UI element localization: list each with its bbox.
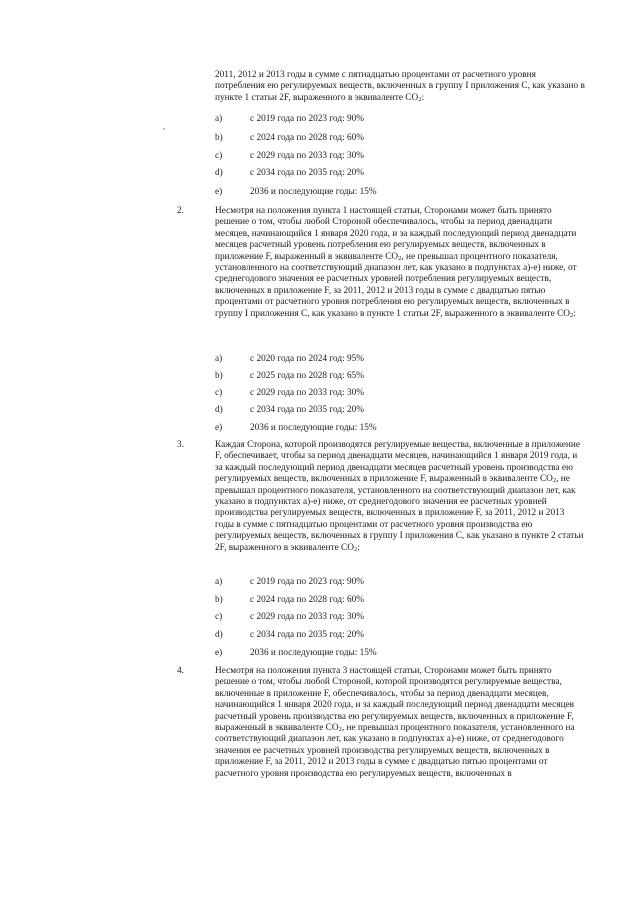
item-text: с 2019 года по 2023 год: 90% xyxy=(250,114,365,124)
item-text: с 2029 года по 2033 год: 30% xyxy=(250,388,365,398)
item-letter: c) xyxy=(215,612,223,622)
item-letter: e) xyxy=(215,187,223,197)
item-letter: b) xyxy=(215,371,223,381)
list3-item xyxy=(215,648,575,660)
p2-text-c: : xyxy=(573,308,576,319)
p3-text-a: Каждая Сторона, которой производятся регулируемые вещества, включенные в приложение F, обеспечивает, чтобы за период двенадцати месяцев, начинающийся 1 января 2019 года, и за каждый последующий период двенадцати месяцев расчетный уровень производства ею регулируемых веществ, включенных в приложение F, выраженный в эквиваленте CO xyxy=(215,440,580,485)
list3-item xyxy=(215,612,575,624)
item-letter: a) xyxy=(215,354,223,364)
item-letter: d) xyxy=(215,630,223,640)
list3-item xyxy=(215,595,575,607)
intro-paragraph xyxy=(215,70,585,104)
list1-item xyxy=(215,133,575,145)
item-letter: e) xyxy=(215,423,223,433)
item-text: с 2034 года по 2035 год: 20% xyxy=(250,168,365,178)
paragraph-3 xyxy=(215,440,585,554)
item-text: с 2034 года по 2035 год: 20% xyxy=(250,630,365,640)
item-letter: c) xyxy=(215,151,223,161)
item-text: 2036 и последующие годы: 15% xyxy=(250,187,377,197)
item-text: с 2034 года по 2035 год: 20% xyxy=(250,405,365,415)
item-letter: d) xyxy=(215,168,223,178)
p3-text-b: , не превышал процентного показателя, установленного на соответствующий диапазон лет, как указано в подпунктах a)-e) ниже, от среднегодового значения ее расчетных уровней производства регулируемых веществ, включенных в приложение F, за 2011, 2012 и 2013 годы в сумме с пятнадцатью процентами от расчетного уровня производства ею регулируемых веществ, включенных в группу I приложения C, как указано в пункте 2 статьи 2F, выраженного в эквиваленте CO xyxy=(215,474,584,553)
paragraph-4 xyxy=(215,666,585,780)
p2-subscript-b: 2 xyxy=(569,311,574,319)
item-text: с 2029 года по 2033 год: 30% xyxy=(250,612,365,622)
p2-text-a: Несмотря на положения пункта 1 настоящей статьи, Сторонами может быть принято решение о том, чтобы любой Стороной обеспечивалось, чтобы за период двенадцати месяцев, начинающийся 1 января 2020 года, и за каждый последующий период двенадцати месяцев расчетный уровень потребления ею регулируемых веществ, включенных в приложение F, выраженный в эквиваленте CO xyxy=(215,206,577,262)
list1-item xyxy=(215,168,575,180)
list2-item xyxy=(215,405,575,417)
item-letter: e) xyxy=(215,648,223,658)
item-letter: d) xyxy=(215,405,223,415)
p2-subscript-a: 2 xyxy=(398,254,402,262)
item-text: с 2024 года по 2028 год: 60% xyxy=(250,595,365,605)
p2-text-b: , не превышал процентного показателя, установленного на соответствующий диапазон лет, как указано в подпунктах a)-e) ниже, от среднегодового значения ее расчетных уровней потребления регулируемых веществ, включенных в приложение F, за 2011, 2012 и 2013 годы в сумме с двадцатью пятью процентами от расчетного уровня потребления ею регулируемых веществ, включенных в группу I приложения C, как указано в пункте 1 статьи 2F, выраженного в эквиваленте CO xyxy=(215,251,577,319)
item-text: с 2019 года по 2023 год: 90% xyxy=(250,577,365,587)
item-text: 2036 и последующие годы: 15% xyxy=(250,648,377,658)
p4-text-a: Несмотря на положения пункта 3 настоящей статьи, Сторонами может быть принято решение о том, чтобы любой Стороной, которой производятся регулируемые вещества, включенные в приложение F, обеспечивалось, чтобы за период двенадцати месяцев, начинающийся 1 января 2020 года, и за каждый последующий период двенадцати месяцев расчетный уровень производства ею регулируемых веществ, включенных в приложение F, выраженный в эквиваленте CO xyxy=(215,666,575,734)
item-letter: a) xyxy=(215,577,223,587)
list1-item xyxy=(215,151,575,163)
item-text: с 2029 года по 2033 год: 30% xyxy=(250,151,365,161)
item-letter: b) xyxy=(215,133,223,143)
item-text: с 2020 года по 2024 год: 95% xyxy=(250,354,365,364)
intro-text: 2011, 2012 и 2013 годы в сумме с пятнадцатью процентами от расчетного уровня потребления ею регулируемых веществ, включенных в группу I приложения C, как указано в пункте 1 статьи 2F, выраженного в эквиваленте CO xyxy=(215,70,585,103)
item-text: с 2024 года по 2028 год: 60% xyxy=(250,133,365,143)
list2-item xyxy=(215,423,575,435)
list2-item xyxy=(215,371,575,383)
item-letter: a) xyxy=(215,114,223,124)
item-letter: c) xyxy=(215,388,223,398)
p3-subscript-b: 2 xyxy=(353,545,358,553)
list1-item xyxy=(215,187,575,199)
item-text: с 2025 года по 2028 год: 65% xyxy=(250,371,365,381)
p3-subscript-a: 2 xyxy=(552,477,557,485)
list2-item xyxy=(215,354,575,366)
intro-end: : xyxy=(421,92,425,103)
item-letter: b) xyxy=(215,595,223,605)
paragraph-2 xyxy=(215,206,585,320)
p4-subscript-a: 2 xyxy=(338,726,342,734)
p4-text-b: , не превышал процентного показателя, установленного на соответствующий диапазон лет, как указано в подпунктах a)-e) ниже, от среднегодового значения ее расчетных уровней производства регулируемых веществ, включенных в приложение F, за 2011, 2012 и 2013 годы в сумме с двадцатью пятью процентами от расчетного уровня производства ею регулируемых веществ, включенных в xyxy=(215,723,575,779)
paragraph-number: 4. xyxy=(177,666,184,676)
list3-item xyxy=(215,630,575,642)
item-text: 2036 и последующие годы: 15% xyxy=(250,423,377,433)
paragraph-number: 3. xyxy=(177,440,184,450)
list3-item xyxy=(215,577,575,589)
list1-item xyxy=(215,114,575,126)
intro-subscript: 2 xyxy=(418,95,422,103)
paragraph-number: 2. xyxy=(177,206,184,216)
p3-text-c: : xyxy=(357,542,360,553)
scan-speck xyxy=(163,128,165,130)
list2-item xyxy=(215,388,575,400)
